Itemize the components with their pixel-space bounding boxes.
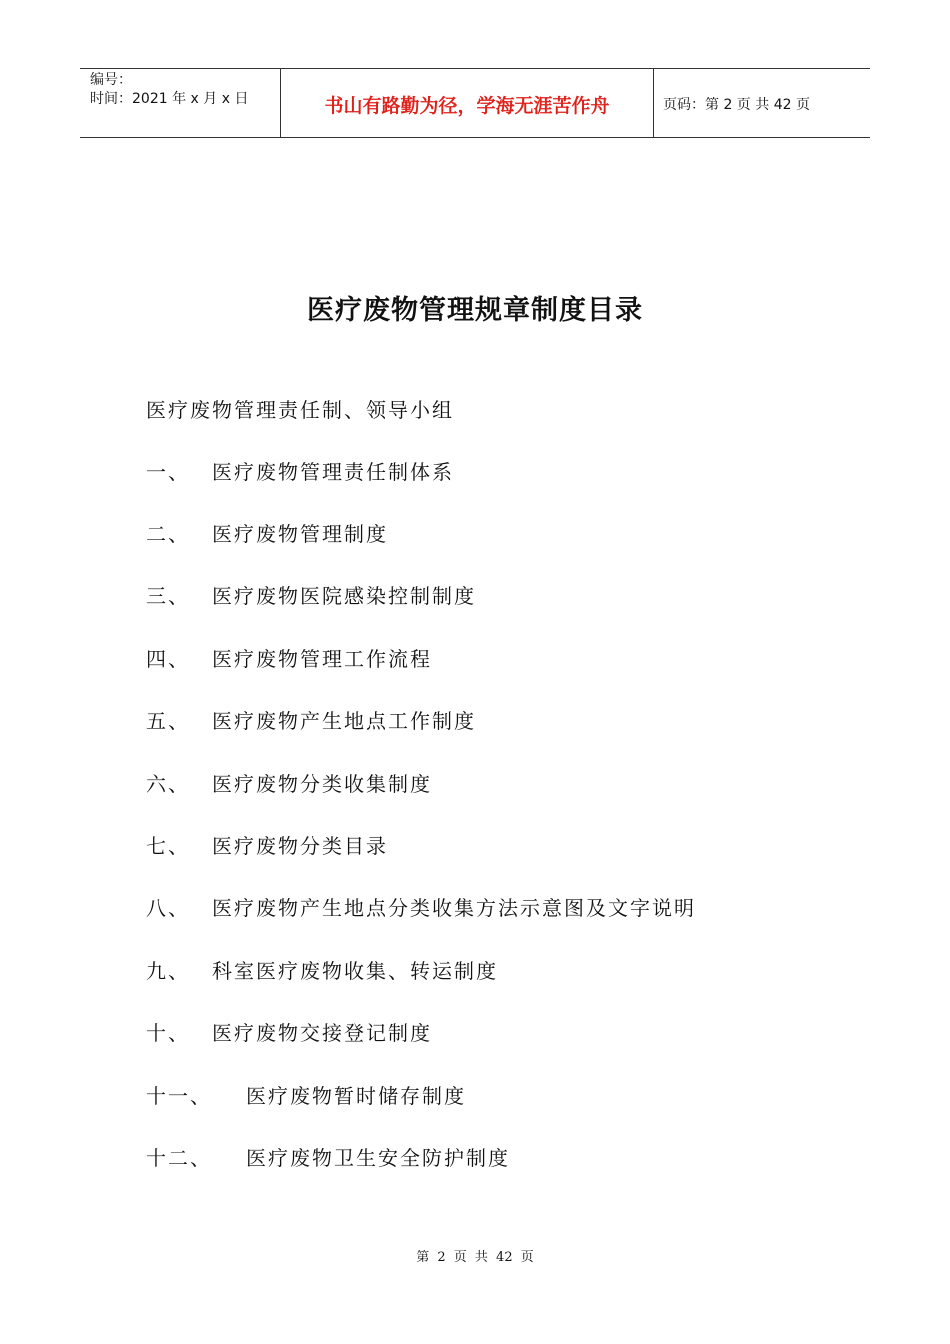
toc-item-number: 二、 (146, 522, 190, 546)
toc-item-text: 医疗废物卫生安全防护制度 (246, 1146, 510, 1170)
toc-item-number: 十、 (146, 1021, 190, 1045)
toc-item[interactable] (146, 957, 498, 985)
header-motto-cell (281, 69, 654, 137)
toc-item[interactable] (146, 770, 432, 798)
toc-item-text: 医疗废物管理工作流程 (212, 647, 432, 671)
motto-text: 书山有路勤为径，学海无涯苦作舟 (324, 94, 610, 117)
header-page-cell (654, 69, 870, 137)
toc-item-text: 医疗废物产生地点分类收集方法示意图及文字说明 (212, 896, 696, 920)
page-footer: 第 2 页 共 42 页 (416, 1250, 534, 1265)
serial-label: 编号： (90, 72, 132, 88)
document-title: 医疗废物管理规章制度目录 (307, 295, 643, 326)
toc-item[interactable] (146, 1144, 510, 1172)
toc-item-text: 医疗废物暂时储存制度 (246, 1084, 466, 1108)
toc-item-text: 医疗废物管理责任制体系 (212, 460, 454, 484)
toc-item[interactable] (146, 832, 388, 860)
toc-item-number: 七、 (146, 834, 190, 858)
toc-item-number: 八、 (146, 896, 190, 920)
toc-item-number: 五、 (146, 709, 190, 733)
toc-item[interactable] (146, 645, 432, 673)
toc-item[interactable] (146, 582, 476, 610)
toc-item-number: 十二、 (146, 1146, 212, 1170)
header-meta-cell (80, 69, 281, 137)
toc-item-text: 医疗废物产生地点工作制度 (212, 709, 476, 733)
toc-item[interactable] (146, 707, 476, 735)
toc-item-text: 医疗废物管理责任制、领导小组 (146, 398, 454, 422)
toc-item-text: 医疗废物交接登记制度 (212, 1021, 432, 1045)
toc-item[interactable] (146, 894, 696, 922)
toc-item-text: 医疗废物医院感染控制制度 (212, 584, 476, 608)
toc-item-text: 医疗废物分类目录 (212, 834, 388, 858)
toc-item-number: 六、 (146, 772, 190, 796)
toc-item[interactable] (146, 520, 388, 548)
page-header (80, 68, 870, 138)
toc-item[interactable] (146, 1082, 466, 1110)
page-info: 页码：第 2 页 共 42 页 (663, 97, 810, 113)
toc-item-number: 四、 (146, 647, 190, 671)
toc-item[interactable] (146, 396, 454, 424)
toc-item[interactable] (146, 1019, 432, 1047)
toc-item-text: 医疗废物管理制度 (212, 522, 388, 546)
toc-item-number: 九、 (146, 959, 190, 983)
toc-item-text: 医疗废物分类收集制度 (212, 772, 432, 796)
toc-item-number: 十一、 (146, 1084, 212, 1108)
toc-item-text: 科室医疗废物收集、转运制度 (212, 959, 498, 983)
toc-item-number: 三、 (146, 584, 190, 608)
toc-item[interactable] (146, 458, 454, 486)
toc-item-number: 一、 (146, 460, 190, 484)
time-label: 时间：2021 年 x 月 x 日 (90, 91, 249, 107)
